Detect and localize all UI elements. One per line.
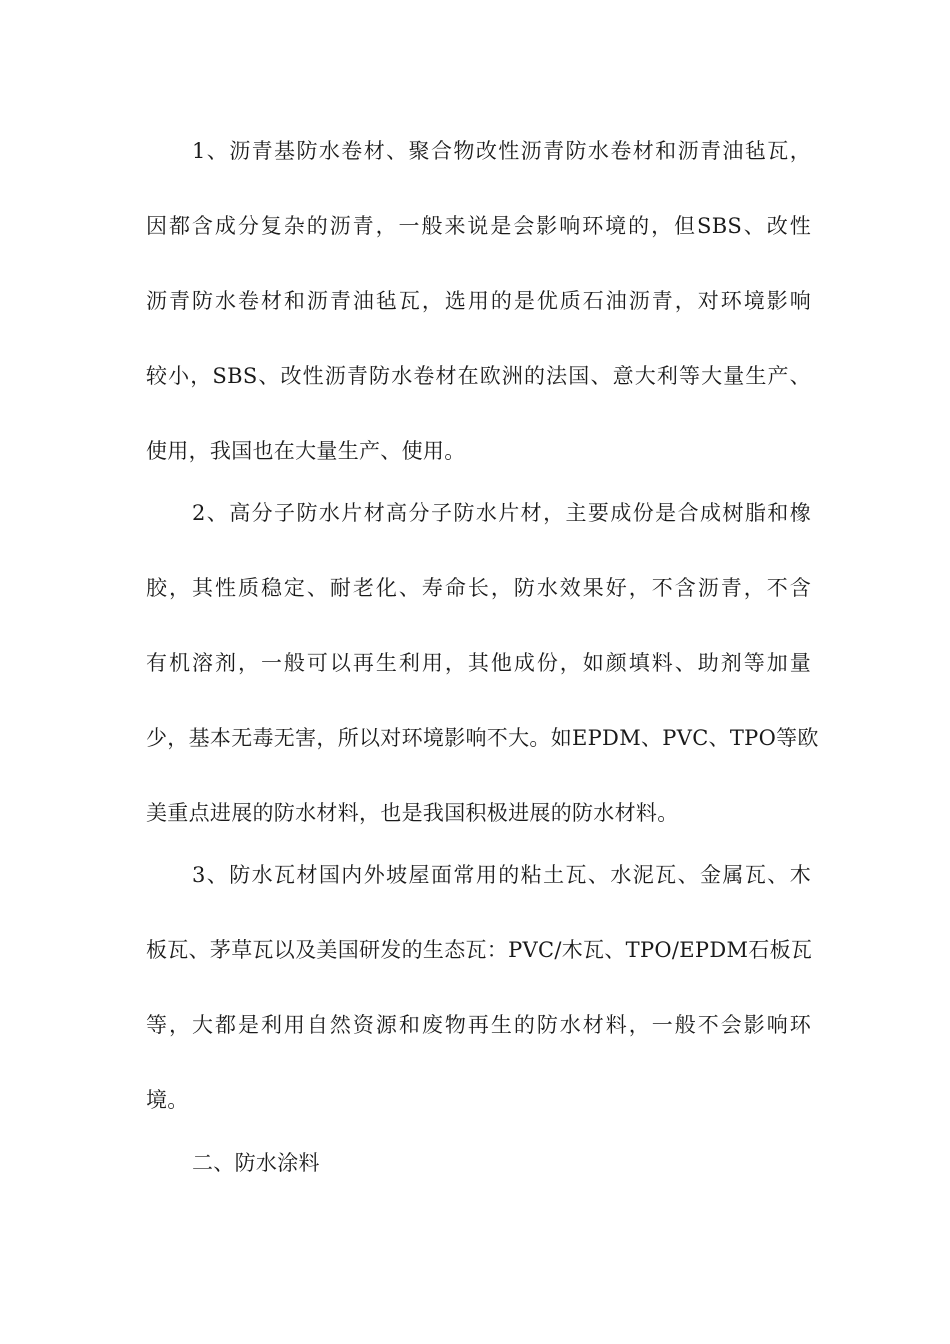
paragraph-2-line-2: 胶，其性质稳定、耐老化、寿命长，防水效果好，不含沥青，不含 <box>146 576 811 600</box>
paragraph-1-line-1: 1、沥青基防水卷材、聚合物改性沥青防水卷材和沥青油毡瓦， <box>192 139 811 163</box>
paragraph-3-line-4: 境。 <box>146 1088 189 1112</box>
paragraph-3-line-1: 3、防水瓦材国内外坡屋面常用的粘土瓦、水泥瓦、金属瓦、木 <box>192 863 811 887</box>
paragraph-1-line-2: 因都含成分复杂的沥青，一般来说是会影响环境的，但SBS、改性 <box>146 214 811 238</box>
section-heading: 二、防水涂料 <box>192 1151 320 1175</box>
paragraph-2-line-1: 2、高分子防水片材高分子防水片材，主要成份是合成树脂和橡 <box>192 501 811 525</box>
paragraph-1-line-3: 沥青防水卷材和沥青油毡瓦，选用的是优质石油沥青，对环境影响 <box>146 289 811 313</box>
paragraph-2-line-4: 少，基本无毒无害，所以对环境影响不大。如EPDM、PVC、TPO等欧 <box>146 726 819 750</box>
paragraph-1-line-4: 较小，SBS、改性沥青防水卷材在欧洲的法国、意大利等大量生产、 <box>146 364 811 388</box>
paragraph-3-line-2: 板瓦、茅草瓦以及美国研发的生态瓦：PVC/木瓦、TPO/EPDM石板瓦 <box>146 938 813 962</box>
paragraph-2-line-3: 有机溶剂，一般可以再生利用，其他成份，如颜填料、助剂等加量 <box>146 651 811 675</box>
paragraph-1-line-5: 使用，我国也在大量生产、使用。 <box>146 439 466 463</box>
paragraph-3-line-3: 等，大都是利用自然资源和废物再生的防水材料，一般不会影响环 <box>146 1013 811 1037</box>
paragraph-2-line-5: 美重点进展的防水材料，也是我国积极进展的防水材料。 <box>146 801 679 825</box>
